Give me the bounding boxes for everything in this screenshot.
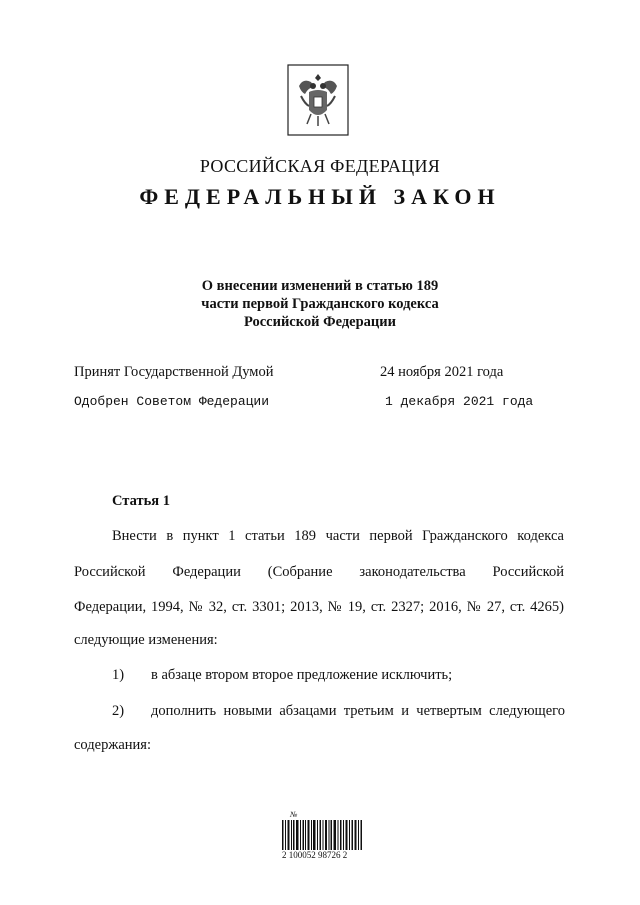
item-text: дополнить новыми абзацами третьим и четвертым следующего xyxy=(151,703,565,719)
item-text: в абзаце втором второе предложение исключить; xyxy=(151,667,453,683)
item-text-continued: содержания: xyxy=(74,737,152,753)
document-type: ФЕДЕРАЛЬНЫЙ ЗАКОН xyxy=(139,184,501,209)
barcode-note: № xyxy=(290,810,298,819)
duma-adoption-row xyxy=(74,364,554,381)
country-name: РОССИЙСКАЯ ФЕДЕРАЦИЯ xyxy=(199,156,441,176)
paragraph-line: следующие изменения: xyxy=(74,632,218,648)
paragraph-line: Федерации, 1994, № 32, ст. 3301; 2013, № 19, ст. 2327; 2016, № 27, ст. 4265) xyxy=(74,599,564,615)
coat-of-arms-icon xyxy=(287,64,349,136)
law-title-line: части первой Гражданского кодекса xyxy=(201,296,439,312)
law-title-line: Российской Федерации xyxy=(243,314,396,330)
council-approval-row xyxy=(74,394,554,409)
item-number: 2) xyxy=(112,703,125,719)
article-heading: Статья 1 xyxy=(112,493,170,509)
barcode-icon xyxy=(282,820,362,850)
duma-label: Принят Государственной Думой xyxy=(74,364,274,380)
council-label: Одобрен Советом Федерации xyxy=(74,394,270,409)
council-date: 1 декабря 2021 года xyxy=(385,394,534,409)
barcode-number: 2 100052 98726 2 xyxy=(282,850,348,860)
paragraph-line: Внести в пункт 1 статьи 189 части первой Гражданского кодекса xyxy=(112,528,564,544)
paragraph-line: Российской Федерации (Собрание законодательства Российской xyxy=(74,564,564,580)
law-title xyxy=(0,277,640,331)
item-number: 1) xyxy=(112,667,125,683)
law-title-line: О внесении изменений в статью 189 xyxy=(201,278,439,294)
duma-date: 24 ноября 2021 года xyxy=(380,364,504,380)
